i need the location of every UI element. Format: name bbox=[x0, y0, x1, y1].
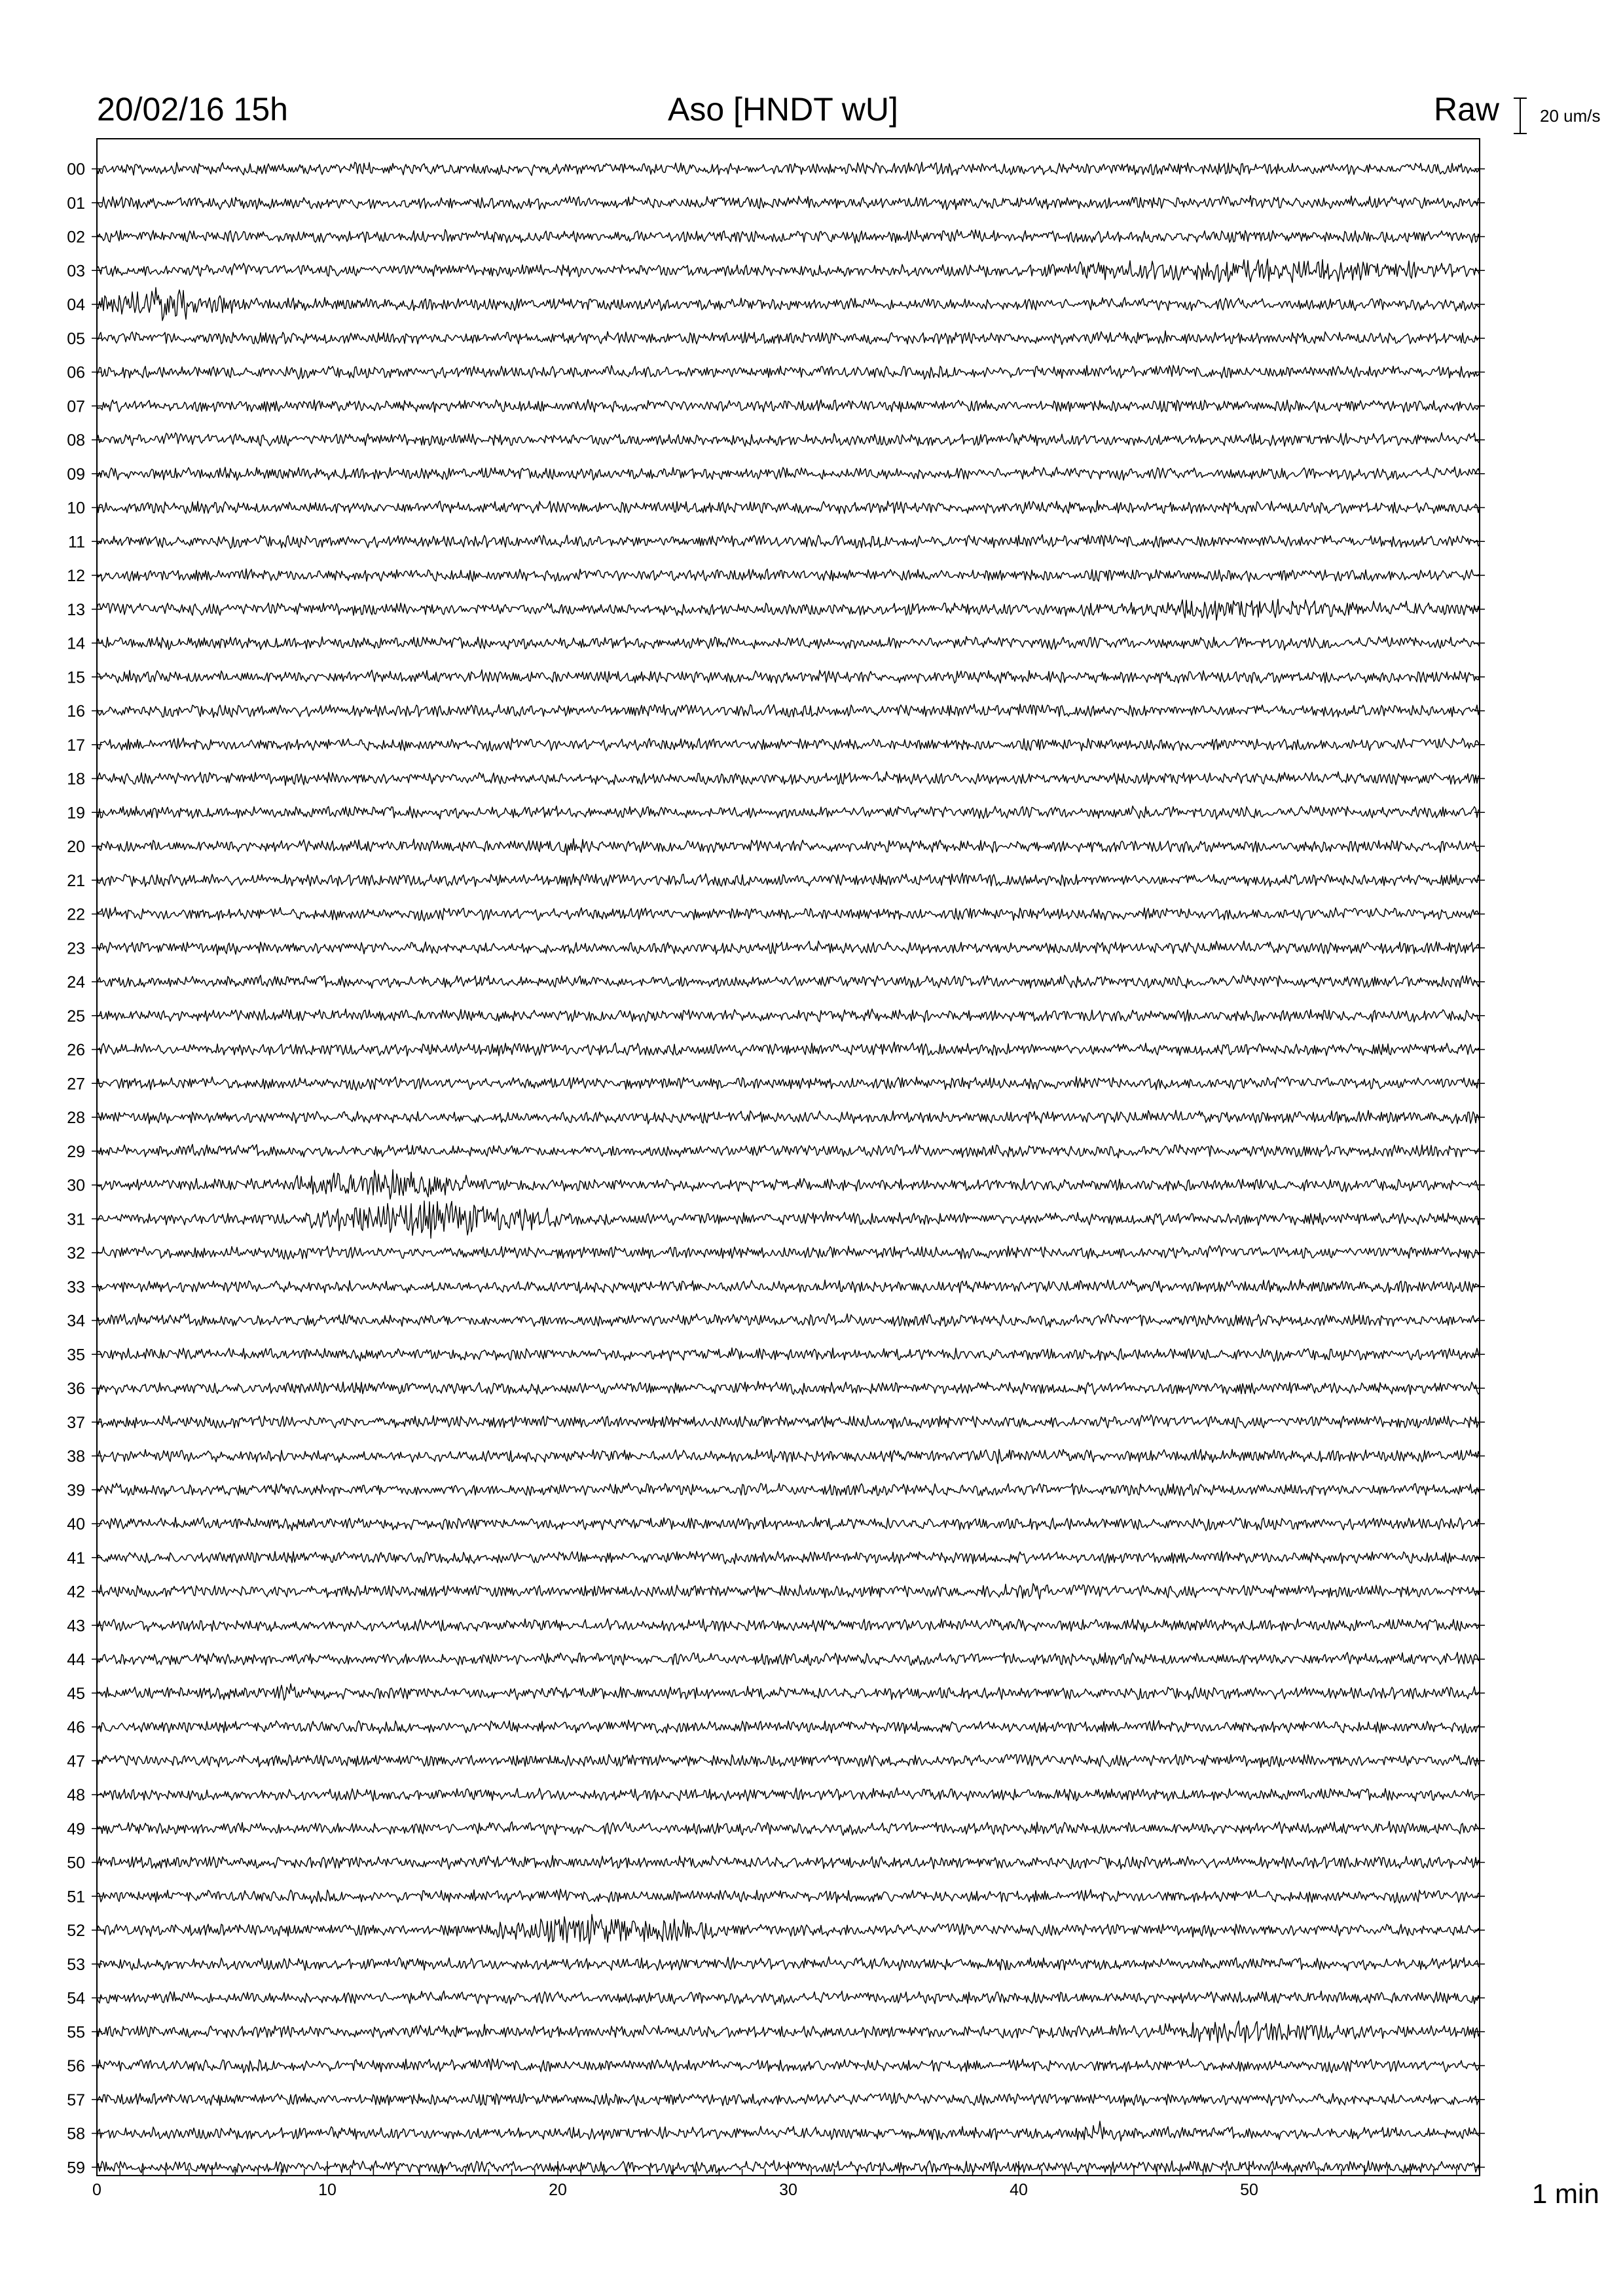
row-label: 45 bbox=[67, 1684, 85, 1703]
row-label: 54 bbox=[67, 1989, 85, 2008]
row-label: 55 bbox=[67, 2023, 85, 2042]
row-label: 44 bbox=[67, 1651, 85, 1669]
trace-line bbox=[97, 1201, 1480, 1238]
trace-line bbox=[97, 1483, 1480, 1496]
trace-line bbox=[97, 399, 1480, 412]
trace-line bbox=[97, 670, 1480, 683]
trace-line bbox=[97, 1110, 1480, 1124]
trace-line bbox=[97, 636, 1480, 650]
trace-line bbox=[97, 162, 1480, 176]
row-label: 38 bbox=[67, 1447, 85, 1466]
trace-line bbox=[97, 1619, 1480, 1632]
trace-line bbox=[97, 1755, 1480, 1768]
row-label: 36 bbox=[67, 1380, 85, 1398]
row-label: 15 bbox=[67, 668, 85, 687]
row-label: 51 bbox=[67, 1888, 85, 1907]
row-label: 10 bbox=[67, 499, 85, 518]
row-label: 46 bbox=[67, 1718, 85, 1737]
trace-line bbox=[97, 1957, 1480, 1971]
trace-line bbox=[97, 1914, 1480, 1944]
row-label: 22 bbox=[67, 905, 85, 924]
row-label: 11 bbox=[68, 533, 85, 552]
trace-line bbox=[97, 1381, 1480, 1394]
trace-line bbox=[97, 1246, 1480, 1259]
trace-line bbox=[97, 331, 1480, 345]
row-label: 42 bbox=[67, 1583, 85, 1602]
trace-line bbox=[97, 600, 1480, 620]
trace-line bbox=[97, 433, 1480, 446]
row-label: 18 bbox=[67, 770, 85, 789]
page-title: Aso [HNDT wU] bbox=[668, 91, 898, 128]
trace-line bbox=[97, 941, 1480, 955]
row-label: 07 bbox=[67, 397, 85, 416]
trace-line bbox=[97, 1684, 1480, 1700]
row-label: 43 bbox=[67, 1617, 85, 1636]
trace-line bbox=[97, 1144, 1480, 1158]
row-label: 39 bbox=[67, 1481, 85, 1500]
trace-line bbox=[97, 1042, 1480, 1056]
trace-line bbox=[97, 1170, 1480, 1199]
trace-line bbox=[97, 467, 1480, 480]
trace-line bbox=[97, 1517, 1480, 1531]
row-label: 37 bbox=[67, 1413, 85, 1432]
row-label: 00 bbox=[67, 160, 85, 179]
row-label: 49 bbox=[67, 1820, 85, 1839]
trace-line bbox=[97, 907, 1480, 921]
row-label: 12 bbox=[67, 567, 85, 585]
scale-label: 20 um/s bbox=[1540, 106, 1601, 126]
trace-line bbox=[97, 1856, 1480, 1869]
x-tick-label: 40 bbox=[1010, 2181, 1028, 2199]
trace-line bbox=[97, 975, 1480, 988]
row-label: 58 bbox=[67, 2125, 85, 2144]
trace-line bbox=[97, 1280, 1480, 1293]
trace-line bbox=[97, 1720, 1480, 1734]
row-label: 33 bbox=[67, 1278, 85, 1297]
x-tick-label: 20 bbox=[549, 2181, 567, 2199]
trace-line bbox=[97, 1653, 1480, 1666]
trace-line bbox=[97, 2059, 1480, 2073]
trace-line bbox=[97, 1584, 1480, 1600]
row-label: 29 bbox=[67, 1142, 85, 1161]
row-label: 17 bbox=[67, 736, 85, 755]
row-label: 08 bbox=[67, 431, 85, 450]
row-label: 24 bbox=[67, 973, 85, 992]
row-label: 14 bbox=[67, 634, 85, 653]
date-hour-label: 20/02/16 15h bbox=[97, 91, 288, 128]
trace-line bbox=[97, 2121, 1480, 2141]
trace-line bbox=[97, 1889, 1480, 1903]
row-label: 05 bbox=[67, 329, 85, 348]
trace-line bbox=[97, 772, 1480, 785]
row-label: 23 bbox=[67, 939, 85, 958]
trace-line bbox=[97, 1348, 1480, 1361]
x-tick-label: 50 bbox=[1240, 2181, 1258, 2199]
row-label: 56 bbox=[67, 2057, 85, 2075]
x-tick-label: 10 bbox=[318, 2181, 337, 2199]
plot-frame bbox=[97, 139, 1480, 2176]
row-label: 19 bbox=[67, 804, 85, 823]
trace-line bbox=[97, 569, 1480, 582]
row-label: 57 bbox=[67, 2090, 85, 2109]
trace-line bbox=[97, 535, 1480, 548]
row-label: 40 bbox=[67, 1515, 85, 1534]
scale-bar bbox=[1514, 98, 1527, 134]
trace-line bbox=[97, 1077, 1480, 1090]
row-label: 28 bbox=[67, 1109, 85, 1127]
row-label: 06 bbox=[67, 363, 85, 382]
trace-line bbox=[97, 2021, 1480, 2043]
trace-line bbox=[97, 873, 1480, 886]
trace-line bbox=[97, 1449, 1480, 1463]
trace-line bbox=[97, 365, 1480, 379]
row-label: 16 bbox=[67, 702, 85, 721]
trace-line bbox=[97, 838, 1480, 855]
row-label: 02 bbox=[67, 228, 85, 247]
x-unit-label: 1 min bbox=[1532, 2178, 1599, 2209]
row-label: 35 bbox=[67, 1346, 85, 1365]
row-label: 53 bbox=[67, 1955, 85, 1974]
row-label: 20 bbox=[67, 838, 85, 856]
trace-line bbox=[97, 259, 1480, 283]
row-label: 13 bbox=[67, 600, 85, 619]
row-label: 25 bbox=[67, 1007, 85, 1026]
trace-line bbox=[97, 1991, 1480, 2005]
trace-line bbox=[97, 1821, 1480, 1836]
trace-line bbox=[97, 1314, 1480, 1327]
trace-line bbox=[97, 2093, 1480, 2106]
row-label: 21 bbox=[67, 871, 85, 890]
row-label: 04 bbox=[67, 296, 85, 314]
trace-line bbox=[97, 1551, 1480, 1564]
trace-line bbox=[97, 738, 1480, 751]
trace-line bbox=[97, 1415, 1480, 1429]
mode-label: Raw bbox=[1434, 91, 1500, 128]
row-label: 52 bbox=[67, 1922, 85, 1940]
trace-line bbox=[97, 196, 1480, 210]
x-tick-label: 30 bbox=[779, 2181, 797, 2199]
row-label: 30 bbox=[67, 1176, 85, 1195]
row-label: 48 bbox=[67, 1786, 85, 1804]
trace-line bbox=[97, 806, 1480, 819]
trace-line bbox=[97, 287, 1480, 321]
row-label: 09 bbox=[67, 465, 85, 484]
row-label: 03 bbox=[67, 262, 85, 281]
trace-line bbox=[97, 230, 1480, 243]
row-label: 32 bbox=[67, 1244, 85, 1263]
row-label: 41 bbox=[67, 1549, 85, 1568]
row-label: 31 bbox=[67, 1210, 85, 1229]
row-label: 26 bbox=[67, 1041, 85, 1060]
x-tick-label: 0 bbox=[92, 2181, 101, 2199]
row-label: 27 bbox=[67, 1075, 85, 1094]
row-label: 47 bbox=[67, 1752, 85, 1771]
row-label: 01 bbox=[67, 194, 85, 213]
row-label: 34 bbox=[67, 1312, 85, 1331]
row-label: 50 bbox=[67, 1854, 85, 1873]
trace-line bbox=[97, 1788, 1480, 1801]
row-label: 59 bbox=[67, 2159, 85, 2178]
trace-line bbox=[97, 501, 1480, 514]
trace-line bbox=[97, 1009, 1480, 1022]
trace-line bbox=[97, 704, 1480, 717]
